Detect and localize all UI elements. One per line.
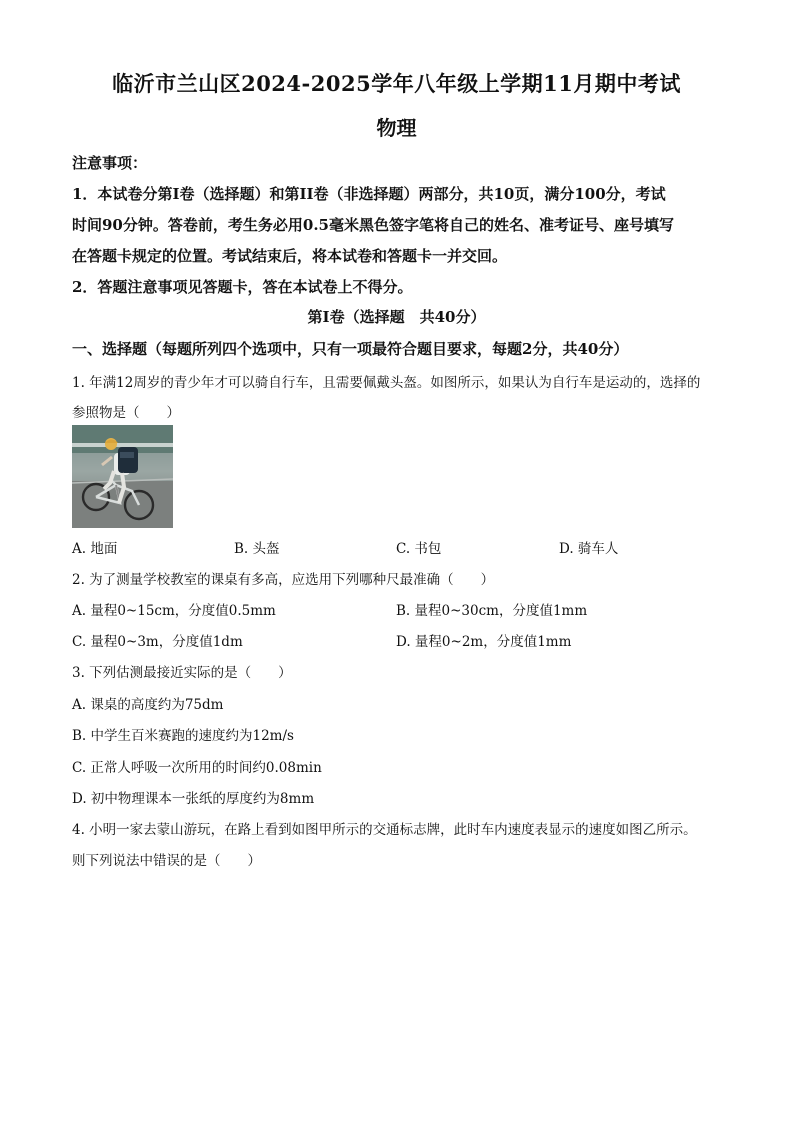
question-1-option-b: B. 头盔 — [234, 541, 280, 557]
question-3-stem: 3. 下列估测最接近实际的是（ ） — [72, 665, 292, 681]
question-1-option-a: A. 地面 — [72, 541, 118, 557]
question-3-option-c: C. 正常人呼吸一次所用的时间约0.08min — [72, 760, 322, 776]
subject-title: 物理 — [376, 116, 417, 140]
question-4-stem-line-1: 4. 小明一家去蒙山游玩，在路上看到如图甲所示的交通标志牌，此时车内速度表显示的速度如图乙所示。 — [72, 822, 697, 838]
notice-heading: 注意事项： — [72, 154, 148, 172]
section-heading: 第I卷（选择题 共40分） — [307, 308, 486, 326]
notice-item-1-line-2: 时间90分钟。答卷前，考生务必用0.5毫米黑色签字笔将自己的姓名、准考证号、座号填写 — [72, 216, 674, 234]
question-2-option-d: D. 量程0~2m，分度值1mm — [396, 634, 572, 650]
question-2-option-c: C. 量程0~3m，分度值1dm — [72, 634, 243, 650]
exam-title: 临沂市兰山区2024-2025学年八年级上学期11月期中考试 — [112, 71, 681, 96]
question-1-option-d: D. 骑车人 — [559, 541, 619, 557]
question-1-option-c: C. 书包 — [396, 541, 442, 557]
question-3-option-a: A. 课桌的高度约为75dm — [72, 697, 224, 713]
question-3-option-d: D. 初中物理课本一张纸的厚度约为8mm — [72, 791, 315, 807]
question-1-stem-line-1: 1. 年满12周岁的青少年才可以骑自行车，且需要佩戴头盔。如图所示，如果认为自行车是运动的，选择的 — [72, 375, 701, 391]
question-2-option-a: A. 量程0~15cm，分度值0.5mm — [72, 603, 276, 619]
cyclist-photo — [72, 425, 173, 528]
notice-item-1-line-3: 在答题卡规定的位置。考试结束后，将本试卷和答题卡一并交回。 — [72, 247, 508, 265]
question-1-stem-line-2: 参照物是（ ） — [72, 405, 180, 421]
question-2-option-b: B. 量程0~30cm，分度值1mm — [396, 603, 588, 619]
question-3-option-b: B. 中学生百米赛跑的速度约为12m/s — [72, 728, 294, 744]
question-4-stem-line-2: 则下列说法中错误的是（ ） — [72, 853, 261, 869]
notice-item-2: 2．答题注意事项见答题卡，答在本试卷上不得分。 — [72, 278, 413, 296]
part-heading: 一、选择题（每题所列四个选项中，只有一项最符合题目要求，每题2分，共40分） — [72, 340, 629, 358]
question-2-stem: 2. 为了测量学校教室的课桌有多高，应选用下列哪种尺最准确（ ） — [72, 572, 495, 588]
cyclist-illustration — [72, 425, 173, 528]
notice-item-1-line-1: 1．本试卷分第I卷（选择题）和第II卷（非选择题）两部分，共10页，满分100分，考试 — [72, 185, 666, 203]
